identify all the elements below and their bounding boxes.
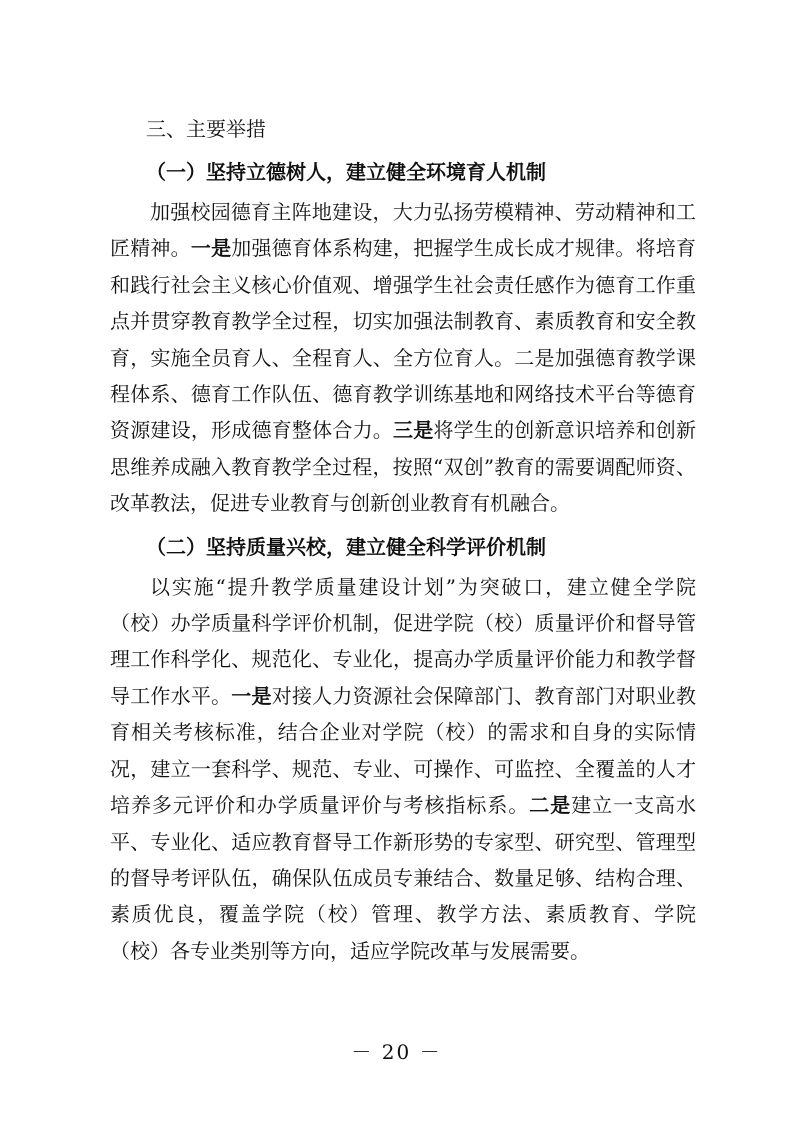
keyword-first: 一是 [231, 683, 272, 708]
paragraph-intro-text: 以实施“提升教学质量建设计划”为突破口，建立健全学院（校）办学质量科学评价机制，促进学院（校）质量评价和督导管理工作科学化、规范化、专业化，提高办学质量评价能力和教学督导工作水平。 [110, 574, 696, 708]
point-first-text: 对接人力资源社会保障部门、教育部门对职业教育相关考核标准，结合企业对学院（校）的需求和自身的实际情况，建立一套科学、规范、专业、可操作、可监控、全覆盖的人才培养多元评价和办学质量评价与考核指标系。 [110, 683, 697, 818]
subsection-heading-1: （一）坚持立德树人，建立健全环境育人机制 [146, 160, 546, 184]
keyword-third: 三是 [393, 418, 434, 443]
keyword-second: 二是 [529, 793, 572, 818]
point-second-text: 加强德育教学课程体系、德育工作队伍、德育教学训练基地和网络技术平台等德育资源建设，形成德育整体合力。 [110, 345, 697, 443]
paragraph-intro-text: 加强校园德育主阵地建设，大力弘扬劳模精神、劳动精神和工匠精神。 [110, 200, 696, 261]
section-heading: 三、主要举措 [146, 117, 266, 141]
point-second-text: 建立一支高水平、专业化、适应教育督导工作新形势的专家型、研究型、管理型的督导考评队伍，确保队伍成员专兼结合、数量足够、结构合理、素质优良，覆盖学院（校）管理、教学方法、素质教育、学院（校）各专业类别等方向，适应学院改革与发展需要。 [110, 793, 697, 963]
page-content [110, 108, 696, 969]
paragraph-quality-evaluation [110, 569, 696, 969]
keyword-second-plain: 二是 [514, 345, 555, 370]
subsection-heading-2: （二）坚持质量兴校，建立健全科学评价机制 [146, 534, 546, 559]
point-third-text: 将学生的创新意识培养和创新思维养成融入教育教学全过程，按照“双创”教育的需要调配师资、改革教法，促进专业教育与创新创业教育有机融合。 [110, 418, 697, 516]
paragraph-moral-education [110, 194, 696, 522]
keyword-first: 一是 [190, 236, 232, 261]
point-first-text: 加强德育体系构建，把握学生成长成才规律。将培育和践行社会主义核心价值观、增强学生社会责任感作为德育工作重点并贯穿教育教学全过程，切实加强法制教育、素质教育和安全教育，实施全员育人、全程育人、全方位育人。 [110, 236, 697, 370]
page-number: － 20 － [351, 1040, 442, 1064]
